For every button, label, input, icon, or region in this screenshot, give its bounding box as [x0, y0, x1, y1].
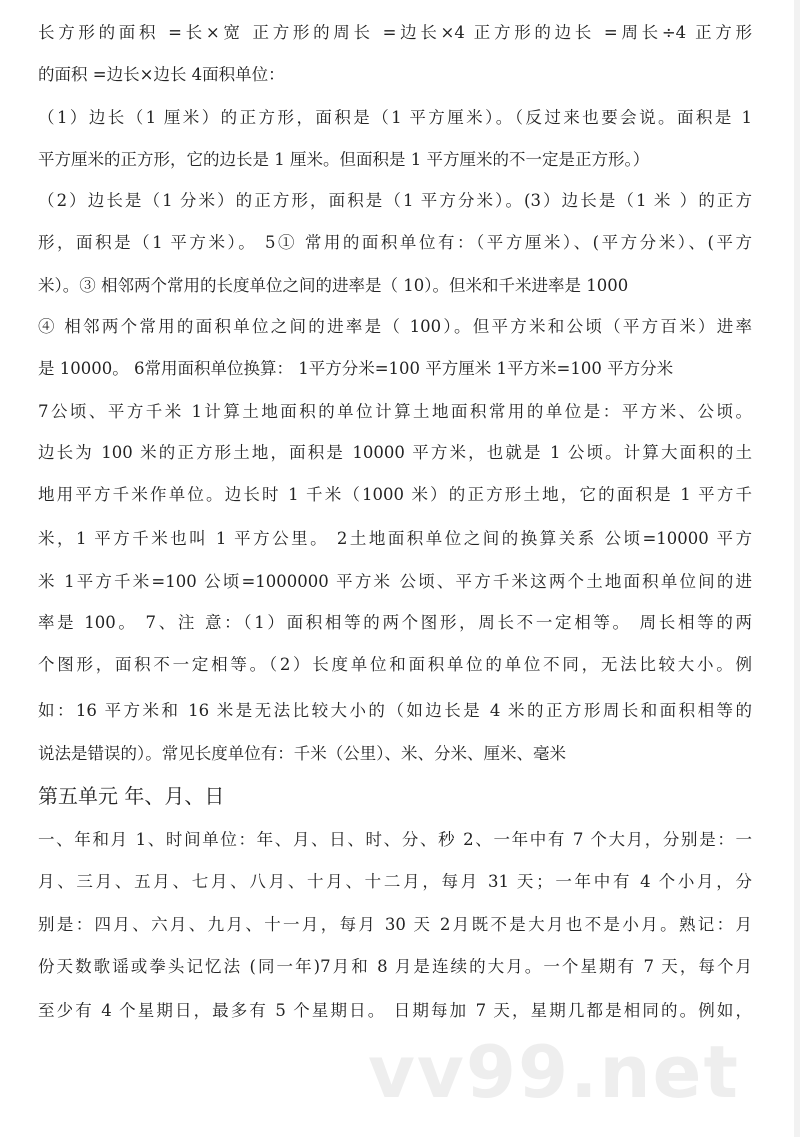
text-line: 别是：四月、六月、九月、十一月，每月 30 天 2月既不是大月也不是小月。熟记：月	[38, 915, 752, 934]
text-line: 是 10000。 6常用面积单位换算： 1平方分米=100 平方厘米 1平方米=100 平方分米	[38, 359, 674, 378]
text-line: 长方形的面积 =长×宽 正方形的周长 =边长×4 正方形的边长 =周长÷4 正方形	[38, 23, 752, 42]
section-heading: 第五单元 年、月、日	[38, 784, 225, 808]
watermark: vv99.net	[368, 1030, 740, 1114]
text-line: 7公顷、平方千米 1计算土地面积的单位计算土地面积常用的单位是：平方米、公顷。	[38, 402, 752, 421]
text-line: 如：16 平方米和 16 米是无法比较大小的（如边长是 4 米的正方形周长和面积相等的	[38, 701, 752, 720]
text-line: 率是 100。 7、注 意：（1）面积相等的两个图形，周长不一定相等。 周长相等的两	[38, 613, 752, 632]
text-line: 至少有 4 个星期日，最多有 5 个星期日。 日期每加 7 天，星期几都是相同的。例如，	[38, 1001, 752, 1020]
text-line: 份天数歌谣或拳头记忆法 (同一年)7月和 8 月是连续的大月。一个星期有 7 天，每个月	[38, 957, 752, 976]
text-line: 月、三月、五月、七月、八月、十月、十二月，每月 31 天；一年中有 4 个小月，分	[38, 872, 752, 891]
text-line: （2）边长是（1 分米）的正方形，面积是（1 平方分米）。(3）边长是（1 米 ）的正方	[38, 191, 752, 210]
text-line: 地用平方千米作单位。边长时 1 千米（1000 米）的正方形土地，它的面积是 1 平方千	[38, 485, 752, 504]
text-line: ④ 相邻两个常用的面积单位之间的进率是（ 100）。但平方米和公顷（平方百米）进率	[38, 317, 752, 336]
page-edge	[794, 0, 800, 1137]
text-line: 平方厘米的正方形，它的边长是 1 厘米。但面积是 1 平方厘米的不一定是正方形。）	[38, 150, 650, 169]
text-line: 说法是错误的）。常见长度单位有：千米（公里）、米、分米、厘米、毫米	[38, 744, 566, 763]
text-line: 的面积 =边长×边长 4面积单位：	[38, 65, 285, 84]
text-line: 个图形，面积不一定相等。（2）长度单位和面积单位的单位不同，无法比较大小。例	[38, 655, 752, 674]
text-line: （1）边长（1 厘米）的正方形，面积是（1 平方厘米）。（反过来也要会说。面积是 1	[38, 108, 752, 127]
text-line: 形，面积是（1 平方米）。 5① 常用的面积单位有：（平方厘米）、(平方分米）、(平方	[38, 233, 752, 252]
text-line: 米）。③ 相邻两个常用的长度单位之间的进率是（ 10）。但米和千米进率是 1000	[38, 276, 629, 295]
text-line: 边长为 100 米的正方形土地，面积是 10000 平方米，也就是 1 公顷。计算大面积的土	[38, 443, 752, 462]
text-line: 米，1 平方千米也叫 1 平方公里。 2土地面积单位之间的换算关系 公顷=10000 平方	[38, 529, 752, 548]
text-line: 米 1平方千米=100 公顷=1000000 平方米 公顷、平方千米这两个土地面积单位间的进	[38, 572, 752, 591]
text-line: 一、年和月 1、时间单位：年、月、日、时、分、秒 2、一年中有 7 个大月，分别是：一	[38, 830, 752, 849]
